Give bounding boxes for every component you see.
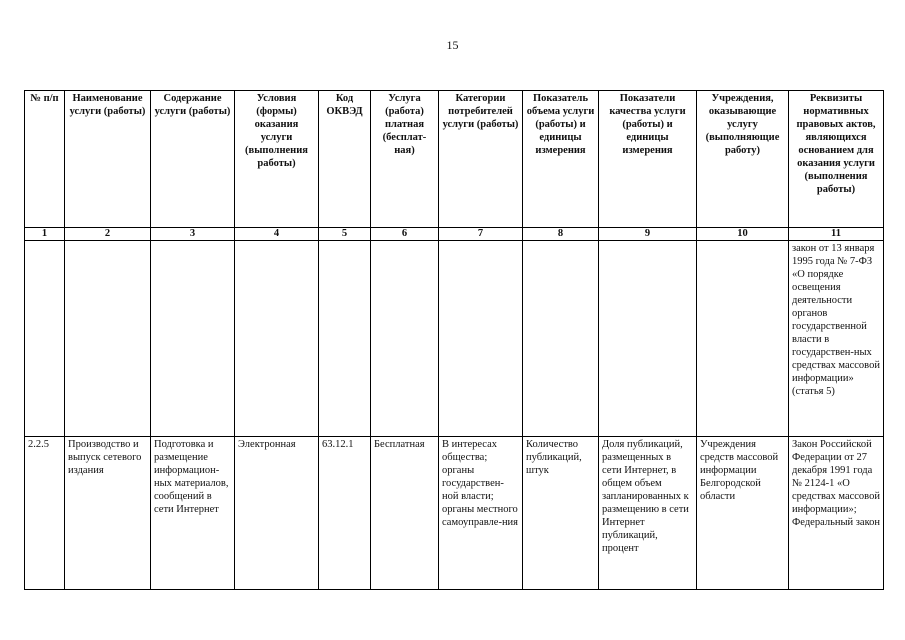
table-row — [25, 437, 884, 590]
empty-cell — [697, 241, 789, 437]
service-content: Подготовка и размещение информацион-ных материалов, сообщений в сети Интернет — [151, 437, 235, 590]
services-table — [24, 90, 884, 590]
service-name: Производство и выпуск сетевого издания — [65, 437, 151, 590]
legal-acts-cell: закон от 13 января 1995 года № 7-ФЗ «О порядке освещения деятельности органов государственной власти в государствен-ных средствах массовой информации» (статья 5) — [789, 241, 884, 437]
column-number: 1 — [25, 228, 65, 241]
column-number: 10 — [697, 228, 789, 241]
row-number: 2.2.5 — [25, 437, 65, 590]
empty-cell — [599, 241, 697, 437]
column-number: 5 — [319, 228, 371, 241]
paid-status: Бесплатная — [371, 437, 439, 590]
volume-indicator: Количество публикаций, штук — [523, 437, 599, 590]
header-cell-5: Код ОКВЭД — [319, 91, 371, 228]
empty-cell — [151, 241, 235, 437]
column-number: 6 — [371, 228, 439, 241]
column-number: 8 — [523, 228, 599, 241]
quality-indicator: Доля публикаций, размещенных в сети Интернет, в общем объем запланированных к размещению в сети Интернет публикаций, процент — [599, 437, 697, 590]
empty-cell — [235, 241, 319, 437]
institutions: Учреждения средств массовой информации Белгородской области — [697, 437, 789, 590]
continuation-row — [25, 241, 884, 437]
column-number: 4 — [235, 228, 319, 241]
empty-cell — [25, 241, 65, 437]
header-cell-4: Условия (формы) оказания услуги (выполнения работы) — [235, 91, 319, 228]
header-cell-8: Показатель объема услуги (работы) и единицы измерения — [523, 91, 599, 228]
okved-code: 63.12.1 — [319, 437, 371, 590]
service-conditions: Электронная — [235, 437, 319, 590]
empty-cell — [65, 241, 151, 437]
column-number: 11 — [789, 228, 884, 241]
header-cell-2: Наименование услуги (работы) — [65, 91, 151, 228]
column-number: 3 — [151, 228, 235, 241]
header-cell-3: Содержание услуги (работы) — [151, 91, 235, 228]
column-number: 7 — [439, 228, 523, 241]
header-cell-9: Показатели качества услуги (работы) и единицы измерения — [599, 91, 697, 228]
page-number: 15 — [446, 38, 459, 52]
header-row — [25, 91, 884, 228]
empty-cell — [439, 241, 523, 437]
consumer-categories: В интересах общества; органы государствен-ной власти; органы местного самоуправле-ния — [439, 437, 523, 590]
header-cell-10: Учреждения, оказывающие услугу (выполняющие работу) — [697, 91, 789, 228]
legal-acts-cell: Закон Российской Федерации от 27 декабря 1991 года № 2124-1 «О средствах массовой информации»; Федеральный закон — [789, 437, 884, 590]
column-number-row — [25, 228, 884, 241]
header-cell-6: Услуга (работа) платная (бесплат-ная) — [371, 91, 439, 228]
header-cell-1: № п/п — [25, 91, 65, 228]
empty-cell — [371, 241, 439, 437]
column-number: 2 — [65, 228, 151, 241]
column-number: 9 — [599, 228, 697, 241]
header-cell-7: Категории потребителей услуги (работы) — [439, 91, 523, 228]
empty-cell — [523, 241, 599, 437]
header-cell-11: Реквизиты нормативных правовых актов, являющихся основанием для оказания услуги (выполнения работы) — [789, 91, 884, 228]
empty-cell — [319, 241, 371, 437]
